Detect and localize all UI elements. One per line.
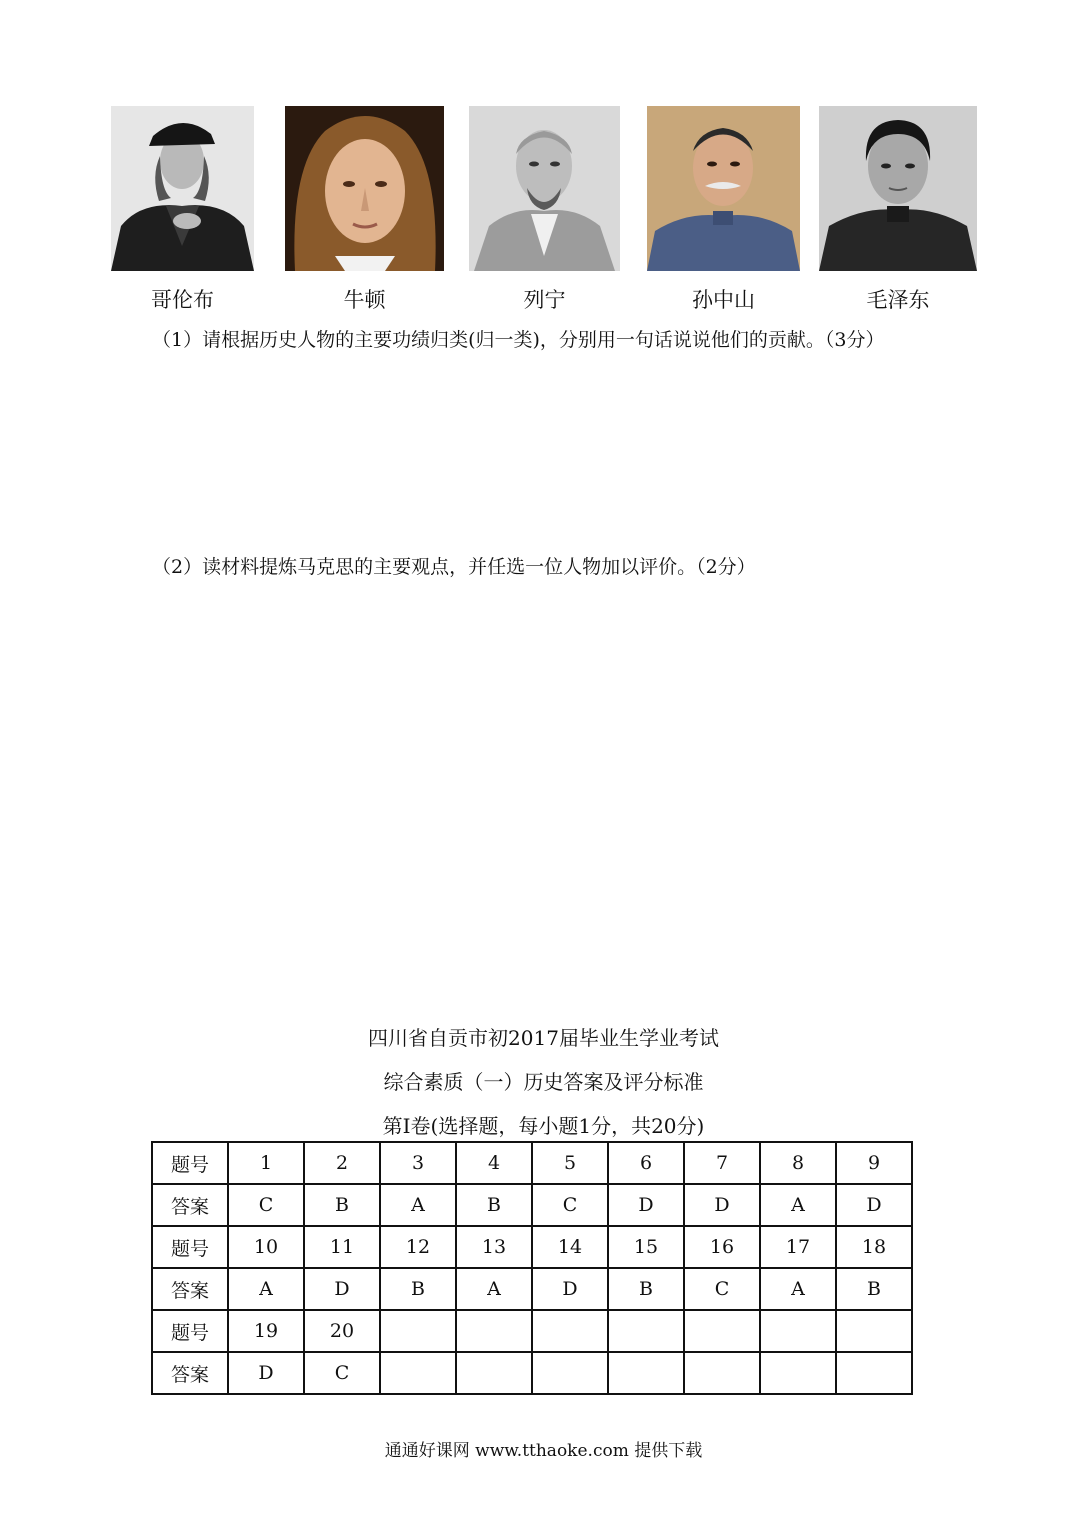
- table-cell: 6: [608, 1142, 684, 1184]
- answer-key-title-line2: 综合素质（一）历史答案及评分标准: [383, 1070, 704, 1094]
- table-cell: C: [532, 1184, 608, 1226]
- table-cell: [760, 1352, 836, 1394]
- table-cell: C: [304, 1352, 380, 1394]
- table-cell: 2: [304, 1142, 380, 1184]
- portrait-mao-zedong: [819, 106, 977, 271]
- table-cell: B: [836, 1268, 912, 1310]
- table-cell: 7: [684, 1142, 760, 1184]
- row-label-answer: 答案: [152, 1268, 228, 1310]
- question-1: （1）请根据历史人物的主要功绩归类(归一类)，分别用一句话说说他们的贡献。（3分）: [152, 329, 885, 351]
- row-label-number: 题号: [152, 1310, 228, 1352]
- table-cell: [532, 1310, 608, 1352]
- portrait-newton: [285, 106, 444, 271]
- table-cell: 16: [684, 1226, 760, 1268]
- table-cell: [836, 1352, 912, 1394]
- table-cell: [608, 1352, 684, 1394]
- table-cell: 14: [532, 1226, 608, 1268]
- table-cell: D: [228, 1352, 304, 1394]
- table-cell: [380, 1352, 456, 1394]
- row-label-answer: 答案: [152, 1184, 228, 1226]
- table-row: [152, 1310, 912, 1352]
- table-cell: A: [456, 1268, 532, 1310]
- table-cell: B: [608, 1268, 684, 1310]
- mao-zedong-portrait-icon: [819, 106, 977, 271]
- table-row: [152, 1226, 912, 1268]
- table-cell: 19: [228, 1310, 304, 1352]
- table-cell: 13: [456, 1226, 532, 1268]
- columbus-portrait-icon: [111, 106, 254, 271]
- table-cell: 18: [836, 1226, 912, 1268]
- portrait-lenin: [469, 106, 620, 271]
- table-cell: D: [608, 1184, 684, 1226]
- table-cell: 10: [228, 1226, 304, 1268]
- table-cell: [380, 1310, 456, 1352]
- table-cell: 3: [380, 1142, 456, 1184]
- table-cell: B: [380, 1268, 456, 1310]
- table-cell: 1: [228, 1142, 304, 1184]
- table-cell: B: [456, 1184, 532, 1226]
- table-cell: B: [304, 1184, 380, 1226]
- caption-newton: 牛顿: [343, 288, 386, 312]
- table-row: [152, 1142, 912, 1184]
- table-cell: [836, 1310, 912, 1352]
- table-cell: 4: [456, 1142, 532, 1184]
- table-cell: [760, 1310, 836, 1352]
- table-cell: 8: [760, 1142, 836, 1184]
- table-cell: A: [760, 1268, 836, 1310]
- table-cell: A: [380, 1184, 456, 1226]
- table-cell: 15: [608, 1226, 684, 1268]
- table-cell: A: [760, 1184, 836, 1226]
- table-cell: D: [532, 1268, 608, 1310]
- table-cell: 17: [760, 1226, 836, 1268]
- table-cell: [608, 1310, 684, 1352]
- table-cell: D: [304, 1268, 380, 1310]
- row-label-number: 题号: [152, 1142, 228, 1184]
- question-2: （2）读材料提炼马克思的主要观点，并任选一位人物加以评价。（2分）: [152, 556, 756, 578]
- table-cell: [456, 1310, 532, 1352]
- table-row: [152, 1268, 912, 1310]
- answer-table: [151, 1141, 913, 1395]
- caption-lenin: 列宁: [523, 288, 566, 312]
- table-row: [152, 1184, 912, 1226]
- table-cell: C: [228, 1184, 304, 1226]
- answer-key-section-title: 第Ⅰ卷(选择题，每小题1分，共20分): [382, 1114, 705, 1138]
- table-cell: [456, 1352, 532, 1394]
- table-cell: [532, 1352, 608, 1394]
- caption-columbus: 哥伦布: [151, 288, 214, 312]
- portrait-columbus: [111, 106, 254, 271]
- table-cell: D: [836, 1184, 912, 1226]
- table-cell: [684, 1310, 760, 1352]
- table-row: [152, 1352, 912, 1394]
- row-label-number: 题号: [152, 1226, 228, 1268]
- table-cell: 11: [304, 1226, 380, 1268]
- sun-yat-sen-portrait-icon: [647, 106, 800, 271]
- row-label-answer: 答案: [152, 1352, 228, 1394]
- lenin-portrait-icon: [469, 106, 620, 271]
- table-cell: 12: [380, 1226, 456, 1268]
- page-footer: 通通好课网 www.tthaoke.com 提供下载: [384, 1441, 703, 1461]
- table-cell: C: [684, 1268, 760, 1310]
- answer-key-title-line1: 四川省自贡市初2017届毕业生学业考试: [368, 1026, 719, 1050]
- table-cell: D: [684, 1184, 760, 1226]
- table-cell: 20: [304, 1310, 380, 1352]
- caption-mao-zedong: 毛泽东: [866, 288, 930, 312]
- table-cell: A: [228, 1268, 304, 1310]
- table-cell: [684, 1352, 760, 1394]
- portrait-sun-yat-sen: [647, 106, 800, 271]
- table-cell: 5: [532, 1142, 608, 1184]
- table-cell: 9: [836, 1142, 912, 1184]
- newton-portrait-icon: [285, 106, 444, 271]
- caption-sun-yat-sen: 孙中山: [692, 288, 755, 312]
